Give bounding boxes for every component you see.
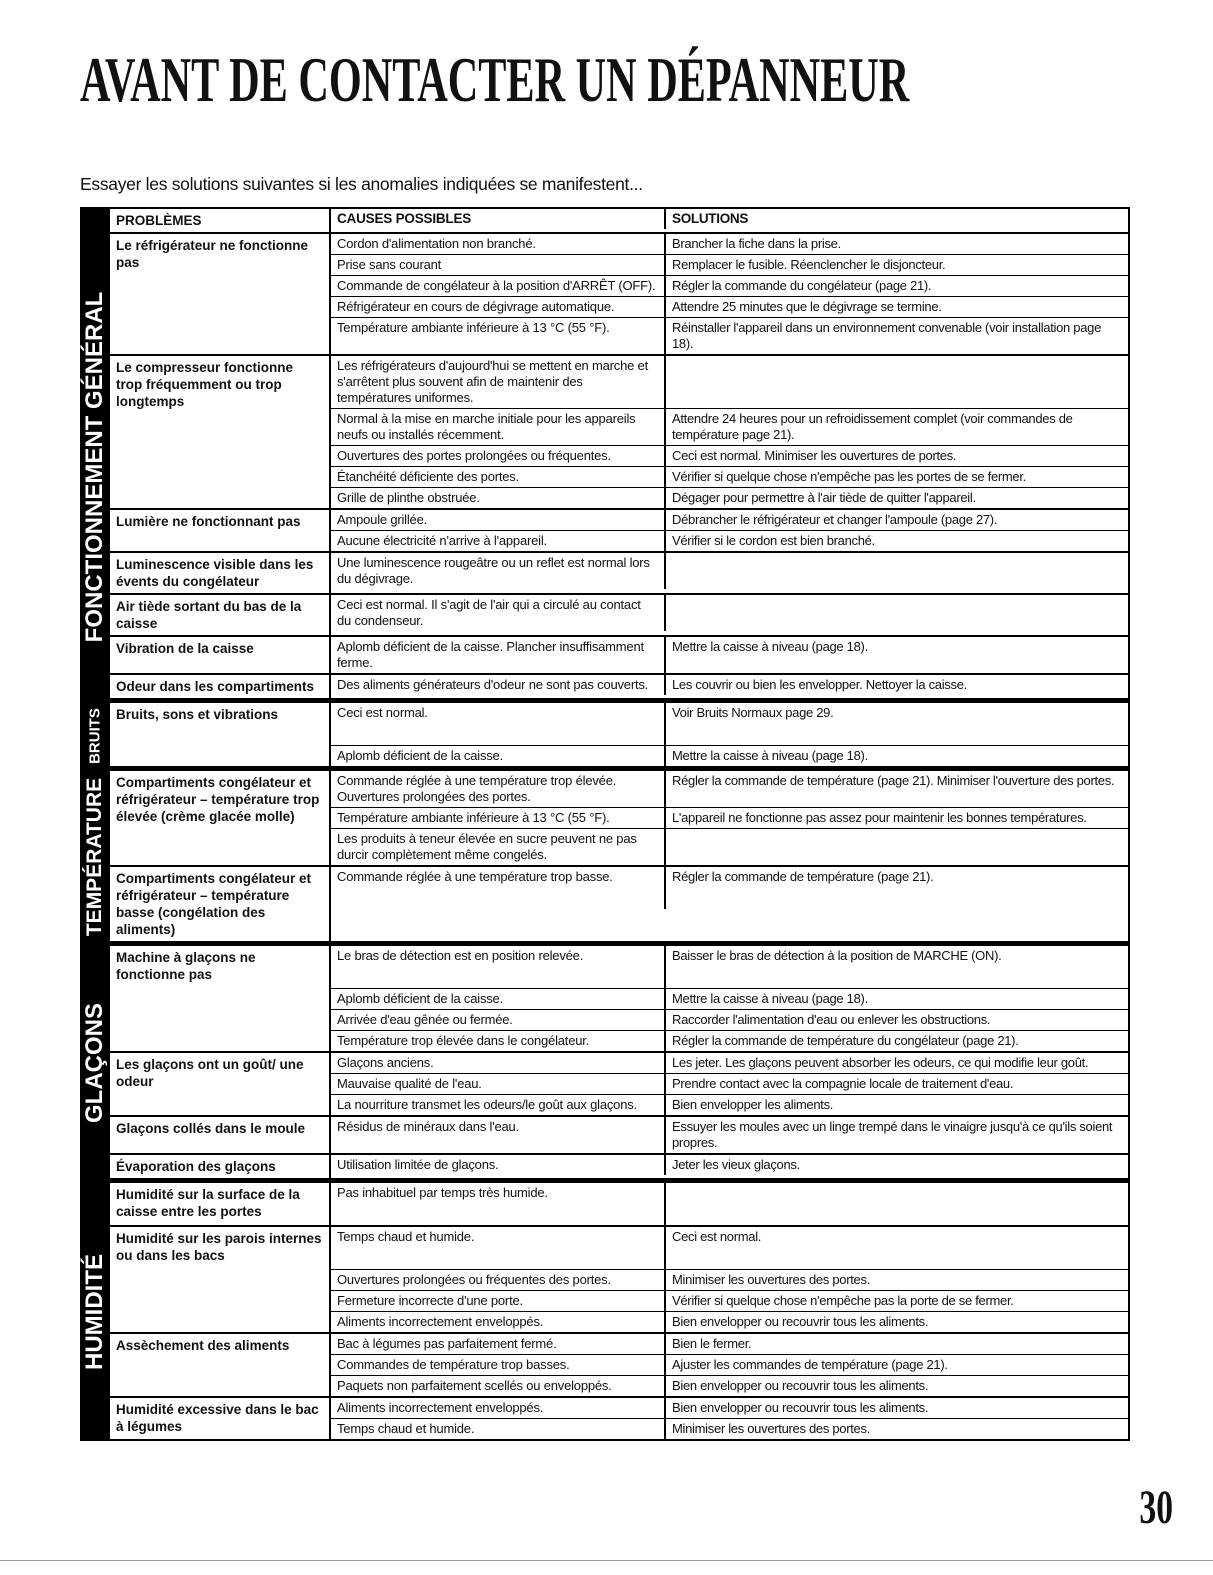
- cause-cell: Commande réglée à une température trop élevée. Ouvertures prolongées des portes.: [331, 771, 666, 807]
- cause-solution-row: [331, 317, 1128, 354]
- section-4: [80, 946, 1130, 1183]
- problem-name: Humidité sur la surface de la caisse entre les portes: [110, 1183, 331, 1225]
- problem-row: [110, 771, 1128, 865]
- solution-cell: Attendre 25 minutes que le dégivrage se termine.: [672, 299, 942, 314]
- solution-cell: Bien envelopper ou recouvrir tous les aliments.: [672, 1378, 929, 1393]
- problem-row: [110, 354, 1128, 508]
- problem-name: Bruits, sons et vibrations: [110, 703, 331, 766]
- footer-rule: [0, 1560, 1213, 1561]
- section-3: [80, 771, 1130, 946]
- page-title: AVANT DE CONTACTER UN DÉPANNEUR: [80, 44, 910, 115]
- cause-solution-row: [331, 1030, 1128, 1051]
- cause-solution-row: [331, 946, 1128, 988]
- cause-solution-row: [331, 988, 1128, 1009]
- cause-cell: Grille de plinthe obstruée.: [331, 488, 666, 508]
- section-label-band: [80, 703, 110, 768]
- cause-solution-row: [331, 254, 1128, 275]
- header-problems: PROBLÈMES: [110, 209, 331, 232]
- solution-cell: Bien le fermer.: [672, 1336, 752, 1351]
- cause-cell: Paquets non parfaitement scellés ou enveloppés.: [331, 1376, 666, 1396]
- cause-cell: Glaçons anciens.: [331, 1053, 666, 1073]
- problem-row: [110, 703, 1128, 766]
- cause-solution-row: [331, 1155, 1128, 1175]
- cause-cell: Utilisation limitée de glaçons.: [331, 1155, 666, 1175]
- solution-cell: Ajuster les commandes de température (page 21).: [672, 1357, 948, 1372]
- problem-row: [110, 508, 1128, 551]
- solution-cell: L'appareil ne fonctionne pas assez pour maintenir les bonnes températures.: [672, 810, 1087, 825]
- cause-cell: Temps chaud et humide.: [331, 1419, 666, 1439]
- cause-solution-row: [331, 675, 1128, 695]
- solution-cell: Bien envelopper les aliments.: [672, 1097, 834, 1112]
- solution-cell: Raccorder l'alimentation d'eau ou enlever les obstructions.: [672, 1012, 991, 1027]
- cause-cell: Étanchéité déficiente des portes.: [331, 467, 666, 487]
- cause-cell: Les produits à teneur élevée en sucre peuvent ne pas durcir complètement même congelés.: [331, 829, 666, 865]
- cause-solution-row: [331, 1290, 1128, 1311]
- cause-solution-row: [331, 1094, 1128, 1115]
- problem-row: [110, 1115, 1128, 1153]
- cause-solution-row: [331, 553, 1128, 589]
- cause-solution-row: [331, 1398, 1128, 1418]
- cause-solution-row: [331, 408, 1128, 445]
- solution-cell: Minimiser les ouvertures des portes.: [672, 1421, 871, 1436]
- cause-solution-row: [331, 356, 1128, 408]
- cause-cell: Ouvertures prolongées ou fréquentes des portes.: [331, 1270, 666, 1290]
- problem-row: [110, 234, 1128, 354]
- cause-solution-row: [331, 867, 1128, 909]
- cause-solution-row: [331, 1311, 1128, 1332]
- problem-name: Compartiments congélateur et réfrigérateur – température basse (congélation des aliments): [110, 867, 331, 941]
- cause-solution-row: [331, 487, 1128, 508]
- cause-solution-row: [331, 1354, 1128, 1375]
- cause-solution-row: [331, 1009, 1128, 1030]
- cause-solution-row: [331, 745, 1128, 766]
- cause-cell: Résidus de minéraux dans l'eau.: [331, 1117, 666, 1153]
- cause-cell: La nourriture transmet les odeurs/le goût aux glaçons.: [331, 1095, 666, 1115]
- cause-cell: Temps chaud et humide.: [331, 1227, 666, 1269]
- solution-cell: Prendre contact avec la compagnie locale de traitement d'eau.: [672, 1076, 1014, 1091]
- solution-cell: Attendre 24 heures pour un refroidissement complet (voir commandes de température page 21).: [672, 411, 1073, 442]
- cause-cell: Les réfrigérateurs d'aujourd'hui se mettent en marche et s'arrêtent plus souvent afin de maintenir des températures uniformes.: [331, 356, 666, 408]
- cause-solution-row: [331, 1183, 1128, 1225]
- problem-row: [110, 1332, 1128, 1396]
- solution-cell: Débrancher le réfrigérateur et changer l'ampoule (page 27).: [672, 512, 998, 527]
- section-label: GLAÇONS: [81, 1003, 108, 1123]
- header-solutions: SOLUTIONS: [672, 211, 749, 226]
- cause-solution-row: [331, 807, 1128, 828]
- solution-cell: Minimiser les ouvertures des portes.: [672, 1272, 871, 1287]
- cause-cell: Aplomb déficient de la caisse.: [331, 746, 666, 766]
- cause-cell: Température ambiante inférieure à 13 °C (55 °F).: [331, 808, 666, 828]
- cause-solution-row: [331, 1334, 1128, 1354]
- side-band-spacer: [80, 207, 110, 234]
- problem-name: Lumière ne fonctionnant pas: [110, 510, 331, 551]
- cause-cell: Le bras de détection est en position relevée.: [331, 946, 666, 988]
- section-1: [80, 234, 1130, 703]
- cause-cell: Température ambiante inférieure à 13 °C (55 °F).: [331, 318, 666, 354]
- cause-solution-row: [331, 771, 1128, 807]
- problem-name: Machine à glaçons ne fonctionne pas: [110, 946, 331, 1051]
- solution-cell: Les couvrir ou bien les envelopper. Nettoyer la caisse.: [672, 677, 967, 692]
- solution-cell: Jeter les vieux glaçons.: [672, 1157, 800, 1172]
- solution-cell: Dégager pour permettre à l'air tiède de quitter l'appareil.: [672, 490, 976, 505]
- cause-cell: Pas inhabituel par temps très humide.: [331, 1183, 666, 1225]
- solution-cell: Vérifier si le cordon est bien branché.: [672, 533, 875, 548]
- solution-cell: Mettre la caisse à niveau (page 18).: [672, 991, 868, 1006]
- problem-name: Compartiments congélateur et réfrigérateur – température trop élevée (crème glacée molle): [110, 771, 331, 865]
- cause-cell: Des aliments générateurs d'odeur ne sont pas couverts.: [331, 675, 666, 695]
- cause-cell: Fermeture incorrecte d'une porte.: [331, 1291, 666, 1311]
- cause-solution-row: [331, 595, 1128, 631]
- cause-cell: Bac à légumes pas parfaitement fermé.: [331, 1334, 666, 1354]
- cause-solution-row: [331, 1269, 1128, 1290]
- section-label: BRUITS: [86, 707, 104, 764]
- solution-cell: Ceci est normal.: [672, 1229, 762, 1244]
- cause-cell: Température trop élevée dans le congélateur.: [331, 1031, 666, 1051]
- table-header-section: [80, 207, 1130, 234]
- cause-solution-row: [331, 1418, 1128, 1439]
- section-label: HUMIDITÉ: [81, 1254, 108, 1370]
- problem-row: [110, 551, 1128, 593]
- problem-name: Humidité sur les parois internes ou dans les bacs: [110, 1227, 331, 1332]
- problem-row: [110, 635, 1128, 673]
- cause-cell: Commande réglée à une température trop basse.: [331, 867, 666, 909]
- cause-solution-row: [331, 510, 1128, 530]
- cause-solution-row: [331, 1375, 1128, 1396]
- cause-cell: Commande de congélateur à la position d'ARRÊT (OFF).: [331, 276, 666, 296]
- section-label: TEMPÉRATURE: [83, 777, 106, 937]
- problem-name: Le compresseur fonctionne trop fréquemment ou trop longtemps: [110, 356, 331, 508]
- problem-name: Glaçons collés dans le moule: [110, 1117, 331, 1153]
- section-label-band: [80, 1183, 110, 1441]
- solution-cell: [666, 553, 1128, 589]
- problem-row: [110, 946, 1128, 1051]
- cause-solution-row: [331, 1073, 1128, 1094]
- page-number: 30: [1139, 1481, 1173, 1534]
- solution-cell: [666, 595, 1128, 631]
- section-label-band: [80, 771, 110, 943]
- problem-name: Évaporation des glaçons: [110, 1155, 331, 1178]
- solution-cell: Bien envelopper ou recouvrir tous les aliments.: [672, 1400, 929, 1415]
- problem-row: [110, 1051, 1128, 1115]
- problem-name: Humidité excessive dans le bac à légumes: [110, 1398, 331, 1439]
- problem-name: Le réfrigérateur ne fonctionne pas: [110, 234, 331, 354]
- section-5: [80, 1183, 1130, 1441]
- solution-cell: Réinstaller l'appareil dans un environnement convenable (voir installation page 18).: [672, 320, 1102, 351]
- table-sections: [80, 234, 1130, 1441]
- troubleshooting-table: [80, 207, 1130, 1441]
- cause-solution-row: [331, 1053, 1128, 1073]
- problem-name: Vibration de la caisse: [110, 637, 331, 673]
- solution-cell: Voir Bruits Normaux page 29.: [672, 705, 834, 720]
- problem-row: [110, 1153, 1128, 1178]
- cause-solution-row: [331, 1117, 1128, 1153]
- cause-solution-row: [331, 1227, 1128, 1269]
- solution-cell: [666, 829, 1128, 865]
- problem-row: [110, 865, 1128, 941]
- cause-cell: Prise sans courant: [331, 255, 666, 275]
- solution-cell: Régler la commande du congélateur (page 21).: [672, 278, 932, 293]
- problem-row: [110, 673, 1128, 698]
- cause-cell: Aucune électricité n'arrive à l'appareil.: [331, 531, 666, 551]
- problem-name: Luminescence visible dans les évents du congélateur: [110, 553, 331, 593]
- cause-cell: Aliments incorrectement enveloppés.: [331, 1312, 666, 1332]
- solution-cell: Remplacer le fusible. Réenclencher le disjoncteur.: [672, 257, 946, 272]
- cause-cell: Réfrigérateur en cours de dégivrage automatique.: [331, 297, 666, 317]
- cause-cell: Arrivée d'eau gênée ou fermée.: [331, 1010, 666, 1030]
- cause-cell: Commandes de température trop basses.: [331, 1355, 666, 1375]
- cause-solution-row: [331, 296, 1128, 317]
- problem-name: Odeur dans les compartiments: [110, 675, 331, 698]
- solution-cell: Régler la commande de température (page 21). Minimiser l'ouverture des portes.: [672, 773, 1115, 788]
- section-2: [80, 703, 1130, 771]
- solution-cell: Les jeter. Les glaçons peuvent absorber les odeurs, ce qui modifie leur goût.: [672, 1055, 1089, 1070]
- header-causes: CAUSES POSSIBLES: [331, 209, 666, 229]
- cause-cell: Normal à la mise en marche initiale pour les appareils neufs ou installés récemment.: [331, 409, 666, 445]
- problem-name: Air tiède sortant du bas de la caisse: [110, 595, 331, 635]
- solution-cell: [666, 356, 1128, 408]
- problem-name: Les glaçons ont un goût/ une odeur: [110, 1053, 331, 1115]
- solution-cell: [666, 1183, 1128, 1225]
- problem-row: [110, 1183, 1128, 1225]
- solution-cell: Vérifier si quelque chose n'empêche pas les portes de se fermer.: [672, 469, 1026, 484]
- solution-cell: Brancher la fiche dans la prise.: [672, 236, 841, 251]
- problem-row: [110, 1225, 1128, 1332]
- solution-cell: Bien envelopper ou recouvrir tous les aliments.: [672, 1314, 929, 1329]
- section-label-band: [80, 946, 110, 1180]
- cause-cell: Cordon d'alimentation non branché.: [331, 234, 666, 254]
- solution-cell: Mettre la caisse à niveau (page 18).: [672, 639, 868, 654]
- solution-cell: Régler la commande de température du congélateur (page 21).: [672, 1033, 1019, 1048]
- intro-text: Essayer les solutions suivantes si les anomalies indiquées se manifestent...: [80, 174, 643, 194]
- solution-cell: Vérifier si quelque chose n'empêche pas la porte de se fermer.: [672, 1293, 1014, 1308]
- cause-cell: Aliments incorrectement enveloppés.: [331, 1398, 666, 1418]
- section-label-band: [80, 234, 110, 700]
- cause-solution-row: [331, 828, 1128, 865]
- cause-cell: Ouvertures des portes prolongées ou fréquentes.: [331, 446, 666, 466]
- cause-cell: Ampoule grillée.: [331, 510, 666, 530]
- cause-cell: Aplomb déficient de la caisse. Plancher insuffisamment ferme.: [331, 637, 666, 673]
- cause-cell: Ceci est normal.: [331, 703, 666, 745]
- problem-row: [110, 593, 1128, 635]
- cause-solution-row: [331, 445, 1128, 466]
- problem-row: [110, 1396, 1128, 1439]
- problem-name: Assèchement des aliments: [110, 1334, 331, 1396]
- solution-cell: Régler la commande de température (page 21).: [672, 869, 934, 884]
- section-label: FONCTIONNEMENT GÉNÉRAL: [81, 291, 108, 643]
- solution-cell: Baisser le bras de détection à la position de MARCHE (ON).: [672, 948, 1002, 963]
- cause-cell: Aplomb déficient de la caisse.: [331, 989, 666, 1009]
- solution-cell: Ceci est normal. Minimiser les ouvertures de portes.: [672, 448, 957, 463]
- cause-cell: Mauvaise qualité de l'eau.: [331, 1074, 666, 1094]
- cause-solution-row: [331, 703, 1128, 745]
- cause-cell: Une luminescence rougeâtre ou un reflet est normal lors du dégivrage.: [331, 553, 666, 589]
- solution-cell: Mettre la caisse à niveau (page 18).: [672, 748, 868, 763]
- cause-cell: Ceci est normal. Il s'agit de l'air qui a circulé au contact du condenseur.: [331, 595, 666, 631]
- cause-solution-row: [331, 637, 1128, 673]
- cause-solution-row: [331, 234, 1128, 254]
- table-header-row: [110, 209, 1128, 234]
- cause-solution-row: [331, 275, 1128, 296]
- cause-solution-row: [331, 530, 1128, 551]
- cause-solution-row: [331, 466, 1128, 487]
- solution-cell: Essuyer les moules avec un linge trempé dans le vinaigre jusqu'à ce qu'ils soient propres.: [672, 1119, 1113, 1150]
